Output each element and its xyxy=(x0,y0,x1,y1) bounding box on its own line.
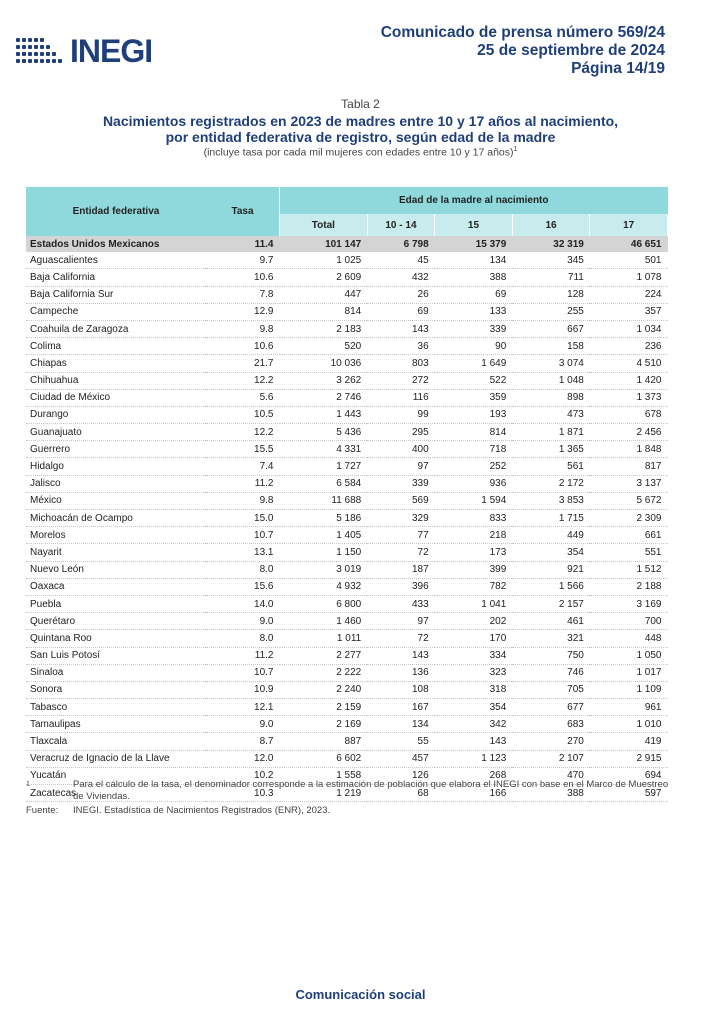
cell-total: 887 xyxy=(280,733,368,750)
cell-17: 46 651 xyxy=(590,236,668,252)
cell-total: 4 331 xyxy=(280,441,368,458)
table-row xyxy=(26,510,668,527)
table-subtitle xyxy=(0,146,721,159)
cell-15: 15 379 xyxy=(435,236,513,252)
cell-10-14: 339 xyxy=(367,475,434,492)
cell-entidad: Quintana Roo xyxy=(26,630,206,647)
cell-tasa: 8.0 xyxy=(206,630,280,647)
cell-15: 218 xyxy=(435,527,513,544)
cell-10-14: 329 xyxy=(367,510,434,527)
table-row xyxy=(26,492,668,509)
cell-total: 1 219 xyxy=(280,785,368,802)
cell-tasa: 9.7 xyxy=(206,252,280,269)
cell-16: 2 172 xyxy=(512,475,590,492)
table-header-row xyxy=(26,187,668,214)
cell-entidad: Coahuila de Zaragoza xyxy=(26,320,206,337)
page-number: Página 14/19 xyxy=(571,60,665,77)
cell-15: 814 xyxy=(435,424,513,441)
cell-16: 270 xyxy=(512,733,590,750)
cell-17: 4 510 xyxy=(590,355,668,372)
cell-entidad: Estados Unidos Mexicanos xyxy=(26,236,206,252)
cell-tasa: 10.5 xyxy=(206,406,280,423)
cell-entidad: Aguascalientes xyxy=(26,252,206,269)
cell-15: 143 xyxy=(435,733,513,750)
cell-tasa: 9.0 xyxy=(206,716,280,733)
table-title-line1: Nacimientos registrados en 2023 de madres entre 10 y 17 años al nacimiento, xyxy=(102,113,619,129)
cell-total: 6 602 xyxy=(280,750,368,767)
cell-total: 11 688 xyxy=(280,492,368,509)
footnote-text: Para el cálculo de la tasa, el denominador corresponde a la estimación de población que elabora el INEGI con base en el Marco de Muestreo de Viviendas. xyxy=(73,779,669,802)
cell-16: 473 xyxy=(512,406,590,423)
cell-10-14: 432 xyxy=(367,269,434,286)
cell-10-14: 69 xyxy=(367,303,434,320)
cell-15: 323 xyxy=(435,664,513,681)
cell-total: 2 183 xyxy=(280,320,368,337)
cell-10-14: 167 xyxy=(367,699,434,716)
cell-entidad: Puebla xyxy=(26,595,206,612)
cell-10-14: 143 xyxy=(367,320,434,337)
cell-entidad: Jalisco xyxy=(26,475,206,492)
cell-15: 69 xyxy=(435,286,513,303)
cell-10-14: 77 xyxy=(367,527,434,544)
cell-17: 1 078 xyxy=(590,269,668,286)
cell-total: 2 609 xyxy=(280,269,368,286)
cell-10-14: 72 xyxy=(367,630,434,647)
cell-10-14: 116 xyxy=(367,389,434,406)
cell-16: 321 xyxy=(512,630,590,647)
logo-dots-icon xyxy=(16,36,66,66)
cell-total: 1 558 xyxy=(280,767,368,784)
table-row xyxy=(26,733,668,750)
cell-16: 2 157 xyxy=(512,595,590,612)
cell-total: 101 147 xyxy=(280,236,368,252)
table-row xyxy=(26,613,668,630)
cell-10-14: 97 xyxy=(367,458,434,475)
cell-total: 5 186 xyxy=(280,510,368,527)
cell-tasa: 12.2 xyxy=(206,372,280,389)
cell-entidad: Hidalgo xyxy=(26,458,206,475)
cell-17: 817 xyxy=(590,458,668,475)
cell-15: 173 xyxy=(435,544,513,561)
cell-total: 1 025 xyxy=(280,252,368,269)
cell-total: 2 240 xyxy=(280,681,368,698)
cell-10-14: 6 798 xyxy=(367,236,434,252)
table-row xyxy=(26,286,668,303)
cell-total: 3 262 xyxy=(280,372,368,389)
cell-17: 419 xyxy=(590,733,668,750)
cell-17: 661 xyxy=(590,527,668,544)
cell-10-14: 295 xyxy=(367,424,434,441)
cell-17: 5 672 xyxy=(590,492,668,509)
cell-16: 1 048 xyxy=(512,372,590,389)
col-header-tasa: Tasa xyxy=(206,187,280,236)
cell-total: 1 150 xyxy=(280,544,368,561)
cell-entidad: Tlaxcala xyxy=(26,733,206,750)
cell-17: 224 xyxy=(590,286,668,303)
table-row xyxy=(26,372,668,389)
cell-entidad: Nuevo León xyxy=(26,561,206,578)
cell-entidad: Chiapas xyxy=(26,355,206,372)
cell-10-14: 396 xyxy=(367,578,434,595)
cell-entidad: Yucatán xyxy=(26,767,206,784)
cell-17: 1 010 xyxy=(590,716,668,733)
cell-15: 193 xyxy=(435,406,513,423)
cell-16: 746 xyxy=(512,664,590,681)
cell-17: 597 xyxy=(590,785,668,802)
cell-10-14: 108 xyxy=(367,681,434,698)
cell-17: 700 xyxy=(590,613,668,630)
cell-entidad: Nayarit xyxy=(26,544,206,561)
cell-tasa: 15.0 xyxy=(206,510,280,527)
cell-entidad: Sinaloa xyxy=(26,664,206,681)
cell-17: 1 034 xyxy=(590,320,668,337)
cell-15: 782 xyxy=(435,578,513,595)
cell-tasa: 21.7 xyxy=(206,355,280,372)
cell-17: 1 050 xyxy=(590,647,668,664)
cell-15: 1 123 xyxy=(435,750,513,767)
table-row xyxy=(26,252,668,269)
cell-10-14: 400 xyxy=(367,441,434,458)
col-header-16: 16 xyxy=(512,214,590,236)
col-header-total: Total xyxy=(280,214,368,236)
cell-16: 921 xyxy=(512,561,590,578)
cell-total: 447 xyxy=(280,286,368,303)
cell-entidad: Zacatecas xyxy=(26,785,206,802)
cell-17: 961 xyxy=(590,699,668,716)
cell-15: 399 xyxy=(435,561,513,578)
cell-tasa: 11.2 xyxy=(206,475,280,492)
cell-15: 354 xyxy=(435,699,513,716)
cell-16: 2 107 xyxy=(512,750,590,767)
col-header-15: 15 xyxy=(435,214,513,236)
cell-entidad: Campeche xyxy=(26,303,206,320)
cell-tasa: 9.8 xyxy=(206,492,280,509)
cell-total: 2 169 xyxy=(280,716,368,733)
cell-total: 1 460 xyxy=(280,613,368,630)
cell-15: 252 xyxy=(435,458,513,475)
cell-15: 334 xyxy=(435,647,513,664)
cell-15: 522 xyxy=(435,372,513,389)
cell-tasa: 10.3 xyxy=(206,785,280,802)
cell-tasa: 9.0 xyxy=(206,613,280,630)
table-row xyxy=(26,355,668,372)
col-group-header-edad: Edad de la madre al nacimiento xyxy=(280,187,668,214)
cell-total: 520 xyxy=(280,338,368,355)
cell-16: 898 xyxy=(512,389,590,406)
cell-total: 6 800 xyxy=(280,595,368,612)
cell-15: 202 xyxy=(435,613,513,630)
cell-10-14: 143 xyxy=(367,647,434,664)
cell-10-14: 55 xyxy=(367,733,434,750)
source-note xyxy=(26,805,330,816)
cell-16: 1 715 xyxy=(512,510,590,527)
table-row xyxy=(26,630,668,647)
cell-10-14: 126 xyxy=(367,767,434,784)
cell-tasa: 10.6 xyxy=(206,338,280,355)
cell-15: 342 xyxy=(435,716,513,733)
table-row xyxy=(26,389,668,406)
page-footer: Comunicación social xyxy=(295,987,426,1002)
cell-entidad: Veracruz de Ignacio de la Llave xyxy=(26,750,206,767)
cell-tasa: 15.5 xyxy=(206,441,280,458)
cell-tasa: 12.2 xyxy=(206,424,280,441)
cell-total: 4 932 xyxy=(280,578,368,595)
cell-17: 2 456 xyxy=(590,424,668,441)
table-title-line2: por entidad federativa de registro, según edad de la madre xyxy=(165,129,556,145)
cell-tasa: 10.2 xyxy=(206,767,280,784)
cell-total: 1 405 xyxy=(280,527,368,544)
cell-15: 936 xyxy=(435,475,513,492)
cell-16: 158 xyxy=(512,338,590,355)
cell-17: 1 017 xyxy=(590,664,668,681)
cell-tasa: 12.9 xyxy=(206,303,280,320)
cell-entidad: Chihuahua xyxy=(26,372,206,389)
cell-16: 32 319 xyxy=(512,236,590,252)
cell-total: 10 036 xyxy=(280,355,368,372)
cell-tasa: 8.0 xyxy=(206,561,280,578)
cell-15: 1 041 xyxy=(435,595,513,612)
press-release-number: Comunicado de prensa número 569/24 xyxy=(380,24,665,41)
cell-16: 3 074 xyxy=(512,355,590,372)
cell-15: 170 xyxy=(435,630,513,647)
cell-entidad: Sonora xyxy=(26,681,206,698)
cell-16: 705 xyxy=(512,681,590,698)
inegi-logo xyxy=(16,34,176,68)
cell-tasa: 12.0 xyxy=(206,750,280,767)
cell-17: 1 109 xyxy=(590,681,668,698)
cell-16: 711 xyxy=(512,269,590,286)
cell-15: 833 xyxy=(435,510,513,527)
cell-tasa: 10.7 xyxy=(206,664,280,681)
table-row xyxy=(26,424,668,441)
cell-entidad: Tabasco xyxy=(26,699,206,716)
table-row xyxy=(26,458,668,475)
table-subtitle-text: (incluye tasa por cada mil mujeres con edades entre 10 y 17 años) xyxy=(203,146,514,159)
cell-tasa: 10.9 xyxy=(206,681,280,698)
cell-tasa: 9.8 xyxy=(206,320,280,337)
cell-total: 1 443 xyxy=(280,406,368,423)
cell-tasa: 10.7 xyxy=(206,527,280,544)
cell-16: 667 xyxy=(512,320,590,337)
cell-entidad: San Luis Potosí xyxy=(26,647,206,664)
table-row xyxy=(26,664,668,681)
cell-10-14: 26 xyxy=(367,286,434,303)
logo-text: INEGI xyxy=(70,32,153,69)
cell-tasa: 10.6 xyxy=(206,269,280,286)
cell-tasa: 13.1 xyxy=(206,544,280,561)
cell-17: 3 137 xyxy=(590,475,668,492)
cell-17: 1 848 xyxy=(590,441,668,458)
table-row xyxy=(26,303,668,320)
cell-16: 345 xyxy=(512,252,590,269)
cell-16: 388 xyxy=(512,785,590,802)
table-row xyxy=(26,699,668,716)
cell-16: 750 xyxy=(512,647,590,664)
cell-total: 1 727 xyxy=(280,458,368,475)
cell-15: 268 xyxy=(435,767,513,784)
cell-tasa: 11.4 xyxy=(206,236,280,252)
table-row xyxy=(26,561,668,578)
cell-15: 1 649 xyxy=(435,355,513,372)
cell-16: 1 365 xyxy=(512,441,590,458)
cell-tasa: 7.4 xyxy=(206,458,280,475)
cell-17: 501 xyxy=(590,252,668,269)
cell-17: 551 xyxy=(590,544,668,561)
cell-17: 236 xyxy=(590,338,668,355)
cell-tasa: 15.6 xyxy=(206,578,280,595)
press-release-header xyxy=(381,24,665,78)
cell-entidad: México xyxy=(26,492,206,509)
cell-entidad: Oaxaca xyxy=(26,578,206,595)
table-row xyxy=(26,578,668,595)
table-title xyxy=(0,113,721,145)
cell-10-14: 72 xyxy=(367,544,434,561)
cell-entidad: Michoacán de Ocampo xyxy=(26,510,206,527)
cell-17: 2 915 xyxy=(590,750,668,767)
cell-entidad: Durango xyxy=(26,406,206,423)
cell-10-14: 272 xyxy=(367,372,434,389)
col-header-10-14: 10 - 14 xyxy=(367,214,434,236)
cell-16: 3 853 xyxy=(512,492,590,509)
cell-15: 166 xyxy=(435,785,513,802)
cell-16: 561 xyxy=(512,458,590,475)
cell-total: 2 746 xyxy=(280,389,368,406)
source-label: Fuente: xyxy=(26,805,59,816)
table-row xyxy=(26,647,668,664)
cell-tasa: 11.2 xyxy=(206,647,280,664)
table-row xyxy=(26,475,668,492)
table-row xyxy=(26,716,668,733)
cell-15: 359 xyxy=(435,389,513,406)
cell-15: 133 xyxy=(435,303,513,320)
cell-entidad: Tamaulipas xyxy=(26,716,206,733)
cell-16: 449 xyxy=(512,527,590,544)
table-row xyxy=(26,269,668,286)
table-row xyxy=(26,320,668,337)
cell-tasa: 12.1 xyxy=(206,699,280,716)
cell-total: 2 159 xyxy=(280,699,368,716)
cell-15: 318 xyxy=(435,681,513,698)
cell-15: 718 xyxy=(435,441,513,458)
cell-total: 6 584 xyxy=(280,475,368,492)
table-row xyxy=(26,681,668,698)
cell-entidad: Guerrero xyxy=(26,441,206,458)
cell-10-14: 134 xyxy=(367,716,434,733)
cell-10-14: 45 xyxy=(367,252,434,269)
cell-16: 461 xyxy=(512,613,590,630)
cell-entidad: Baja California Sur xyxy=(26,286,206,303)
cell-16: 1 871 xyxy=(512,424,590,441)
cell-10-14: 187 xyxy=(367,561,434,578)
cell-10-14: 803 xyxy=(367,355,434,372)
national-total-row xyxy=(26,236,668,252)
cell-total: 2 222 xyxy=(280,664,368,681)
cell-16: 1 566 xyxy=(512,578,590,595)
cell-17: 448 xyxy=(590,630,668,647)
table-row xyxy=(26,406,668,423)
cell-17: 2 188 xyxy=(590,578,668,595)
cell-16: 470 xyxy=(512,767,590,784)
press-release-date: 25 de septiembre de 2024 xyxy=(477,42,665,59)
cell-17: 1 420 xyxy=(590,372,668,389)
cell-10-14: 99 xyxy=(367,406,434,423)
cell-10-14: 36 xyxy=(367,338,434,355)
cell-17: 357 xyxy=(590,303,668,320)
cell-10-14: 68 xyxy=(367,785,434,802)
cell-10-14: 569 xyxy=(367,492,434,509)
cell-15: 134 xyxy=(435,252,513,269)
cell-total: 1 011 xyxy=(280,630,368,647)
cell-15: 1 594 xyxy=(435,492,513,509)
cell-total: 5 436 xyxy=(280,424,368,441)
cell-10-14: 97 xyxy=(367,613,434,630)
source-text: INEGI. Estadística de Nacimientos Registrados (ENR), 2023. xyxy=(73,805,331,816)
cell-16: 677 xyxy=(512,699,590,716)
cell-total: 814 xyxy=(280,303,368,320)
cell-17: 2 309 xyxy=(590,510,668,527)
cell-tasa: 7.8 xyxy=(206,286,280,303)
cell-16: 354 xyxy=(512,544,590,561)
cell-15: 388 xyxy=(435,269,513,286)
table-row xyxy=(26,595,668,612)
cell-17: 1 512 xyxy=(590,561,668,578)
cell-17: 694 xyxy=(590,767,668,784)
cell-15: 339 xyxy=(435,320,513,337)
cell-total: 2 277 xyxy=(280,647,368,664)
cell-tasa: 8.7 xyxy=(206,733,280,750)
cell-17: 3 169 xyxy=(590,595,668,612)
cell-15: 90 xyxy=(435,338,513,355)
cell-10-14: 433 xyxy=(367,595,434,612)
table-row xyxy=(26,750,668,767)
col-header-17: 17 xyxy=(590,214,668,236)
cell-entidad: Baja California xyxy=(26,269,206,286)
footnote-ref: 1 xyxy=(513,146,518,153)
table-row xyxy=(26,527,668,544)
cell-16: 255 xyxy=(512,303,590,320)
cell-entidad: Morelos xyxy=(26,527,206,544)
cell-tasa: 5.6 xyxy=(206,389,280,406)
cell-entidad: Querétaro xyxy=(26,613,206,630)
cell-entidad: Ciudad de México xyxy=(26,389,206,406)
cell-tasa: 14.0 xyxy=(206,595,280,612)
table-row xyxy=(26,338,668,355)
cell-10-14: 136 xyxy=(367,664,434,681)
cell-10-14: 457 xyxy=(367,750,434,767)
cell-16: 128 xyxy=(512,286,590,303)
cell-entidad: Guanajuato xyxy=(26,424,206,441)
cell-16: 683 xyxy=(512,716,590,733)
table-row xyxy=(26,441,668,458)
cell-17: 1 373 xyxy=(590,389,668,406)
footnote-mark: 1 xyxy=(26,781,30,788)
cell-17: 678 xyxy=(590,406,668,423)
col-header-entidad: Entidad federativa xyxy=(26,187,206,236)
cell-total: 3 019 xyxy=(280,561,368,578)
cell-entidad: Colima xyxy=(26,338,206,355)
births-table xyxy=(26,187,668,802)
table-row xyxy=(26,544,668,561)
table-caption: Tabla 2 xyxy=(341,97,380,111)
